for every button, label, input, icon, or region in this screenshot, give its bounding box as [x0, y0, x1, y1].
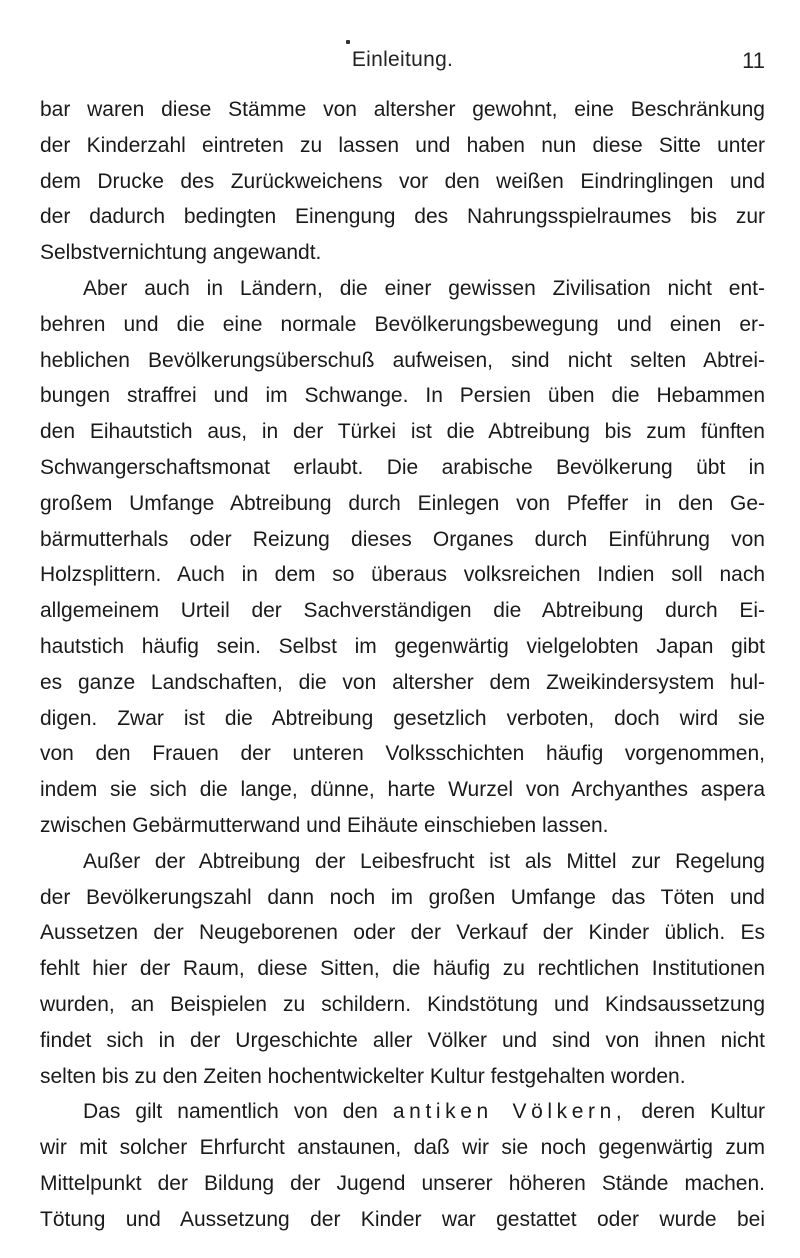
text-line: bungen straffrei und im Schwange. In Persien üben die Hebammen	[40, 384, 765, 408]
text-line: bärmutterhals oder Reizung dieses Organes durch Einführung von	[40, 527, 765, 551]
text-line: Aber auch in Ländern, die einer gewissen Zivilisation nicht ent-	[83, 276, 765, 300]
running-header	[40, 48, 765, 82]
text-line: digen. Zwar ist die Abtreibung gesetzlich verboten, doch wird sie	[40, 706, 765, 730]
text-line: Mittelpunkt der Bildung der Jugend unserer höheren Stände machen.	[40, 1171, 765, 1195]
text-line: der dadurch bedingten Einengung des Nahrungsspielraumes bis zur	[40, 205, 765, 229]
header-title: Einleitung.	[351, 48, 454, 71]
text-line: Tötung und Aussetzung der Kinder war gestattet oder wurde bei	[40, 1207, 765, 1231]
text-line: es ganze Landschaften, die von altersher dem Zweikindersystem hul-	[40, 670, 765, 694]
text-fragment: deren Kultur	[641, 1100, 765, 1124]
text-line: indem sie sich die lange, dünne, harte Wurzel von Archyanthes aspera	[40, 778, 765, 802]
text-fragment: Das gilt namentlich von den	[83, 1100, 378, 1124]
text-line: Selbstvernichtung angewandt.	[40, 241, 322, 265]
text-line: allgemeinem Urteil der Sachverständigen die Abtreibung durch Ei-	[40, 599, 765, 623]
text-line: findet sich in der Urgeschichte aller Völker und sind von ihnen nicht	[40, 1028, 765, 1052]
text-line: hautstich häufig sein. Selbst im gegenwärtig vielgelobten Japan gibt	[40, 634, 765, 658]
text-line: fehlt hier der Raum, diese Sitten, die häufig zu rechtlichen Institutionen	[40, 957, 765, 981]
paragraph-4	[40, 1094, 765, 1237]
spaced-emphasis: antiken Völkern,	[392, 1100, 627, 1124]
text-line	[40, 1094, 765, 1130]
text-line: selten bis zu den Zeiten hochentwickelter Kultur festgehalten worden.	[40, 1064, 686, 1088]
paragraph-3	[40, 844, 765, 1095]
text-line: den Eihautstich aus, in der Türkei ist die Abtreibung bis zum fünften	[40, 420, 765, 444]
text-line: Schwangerschaftsmonat erlaubt. Die arabische Bevölkerung übt in	[40, 455, 765, 479]
text-line: von den Frauen der unteren Volksschichten häufig vorgenommen,	[40, 742, 765, 766]
paragraph-2	[40, 271, 765, 844]
text-line: Außer der Abtreibung der Leibesfrucht ist als Mittel zur Regelung	[83, 849, 765, 873]
text-line: Aussetzen der Neugeborenen oder der Verkauf der Kinder üblich. Es	[40, 921, 765, 945]
text-line: dem Drucke des Zurückweichens vor den weißen Eindringlingen und	[40, 169, 765, 193]
text-line: Holzsplittern. Auch in dem so überaus volksreichen Indien soll nach	[40, 563, 765, 587]
text-line: der Kinderzahl eintreten zu lassen und haben nun diese Sitte unter	[40, 133, 765, 157]
paragraph-1	[40, 92, 765, 271]
body-text	[40, 92, 765, 1238]
text-line: der Bevölkerungszahl dann noch im großen Umfange das Töten und	[40, 885, 765, 909]
text-line: wir mit solcher Ehrfurcht anstaunen, daß wir sie noch gegenwärtig zum	[40, 1136, 765, 1160]
printer-mark-icon	[346, 40, 350, 44]
text-line: bar waren diese Stämme von altersher gewohnt, eine Beschränkung	[40, 98, 765, 121]
text-line: wurden, an Beispielen zu schildern. Kindstötung und Kindsaussetzung	[40, 992, 765, 1016]
text-line: behren und die eine normale Bevölkerungsbewegung und einen er-	[40, 312, 765, 336]
text-line: heblichen Bevölkerungsüberschuß aufweisen, sind nicht selten Abtrei-	[40, 348, 765, 372]
text-line: großem Umfange Abtreibung durch Einlegen von Pfeffer in den Ge-	[40, 491, 765, 515]
text-line: zwischen Gebärmutterwand und Eihäute einschieben lassen.	[40, 813, 609, 837]
page-number: 11	[742, 48, 765, 73]
